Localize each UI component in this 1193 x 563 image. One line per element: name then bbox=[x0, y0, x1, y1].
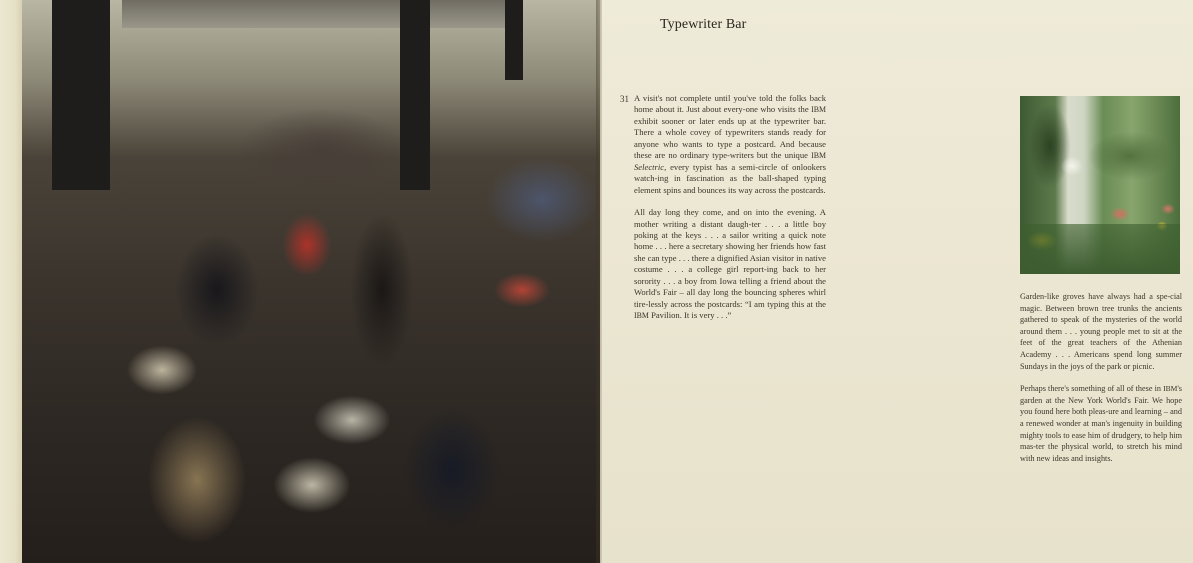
pavilion-pillar-left bbox=[52, 0, 110, 190]
typewriter-bar-crowd-photo bbox=[22, 0, 600, 563]
section-title: Typewriter Bar bbox=[660, 17, 747, 32]
body-text-column bbox=[634, 93, 826, 333]
pavilion-pillar-right bbox=[505, 0, 523, 80]
body-paragraph-2: All day long they come, and on into the evening. A mother writing a distant daugh-ter . . . a little boy poking at the keys . . . a sailor writing a quick note home . . . here a secretary showing her friends how fast she can type . . . there a dignified Asian visitor in native costume . . . a college girl report-ing back to her sorority . . . a boy from Iowa telling a friend about the World's Fair – all day long the bouncing spheres whirl tire-lessly across the postcards: “I am typing this at the IBM Pavilion. It is very . . .” bbox=[634, 207, 826, 321]
selectric-name: Selectric bbox=[634, 161, 665, 172]
garden-foliage bbox=[1020, 224, 1180, 274]
garden-caption bbox=[1020, 291, 1182, 475]
page-number: 31 bbox=[620, 94, 629, 104]
caption-paragraph-1: Garden-like groves have always had a spe-cial magic. Between brown tree trunks the ancients gathered to speak of the mysteries of the world around them . . . young people met to sit at the feet of the great teachers of the Athenian Academy . . . Americans spend long summer Sundays in the joys of the park or picnic. bbox=[1020, 292, 1182, 371]
pavilion-ceiling bbox=[122, 0, 522, 28]
pavilion-pillar-center bbox=[400, 0, 430, 190]
left-page-margin bbox=[0, 0, 22, 563]
right-page bbox=[602, 0, 1193, 563]
body-paragraph-1: A visit's not complete until you've told the folks back home about it. Just about every-one who visits the IBM exhibit sooner or later ends up at the typewriter bar. There a whole covey of typewriters stands ready for anyone who wants to type a postcard. And because these are no ordinary type-writers but the unique IBM Selectric, every typist has a semi-circle of onlookers watch-ing in fascination as the ball-shaped typing element spins and bounces its way across the postcards. bbox=[634, 93, 826, 195]
caption-paragraph-2: Perhaps there's something of all of these in IBM's garden at the New York World's Fair. We hope you found here both pleas-ure and learning – and a renewed wonder at man's ingenuity in building mighty tools to ease him of drudgery, to help him mas-ter the physical world, to stretch his mind with new ideas and insights. bbox=[1020, 384, 1182, 463]
garden-photo bbox=[1020, 96, 1180, 274]
